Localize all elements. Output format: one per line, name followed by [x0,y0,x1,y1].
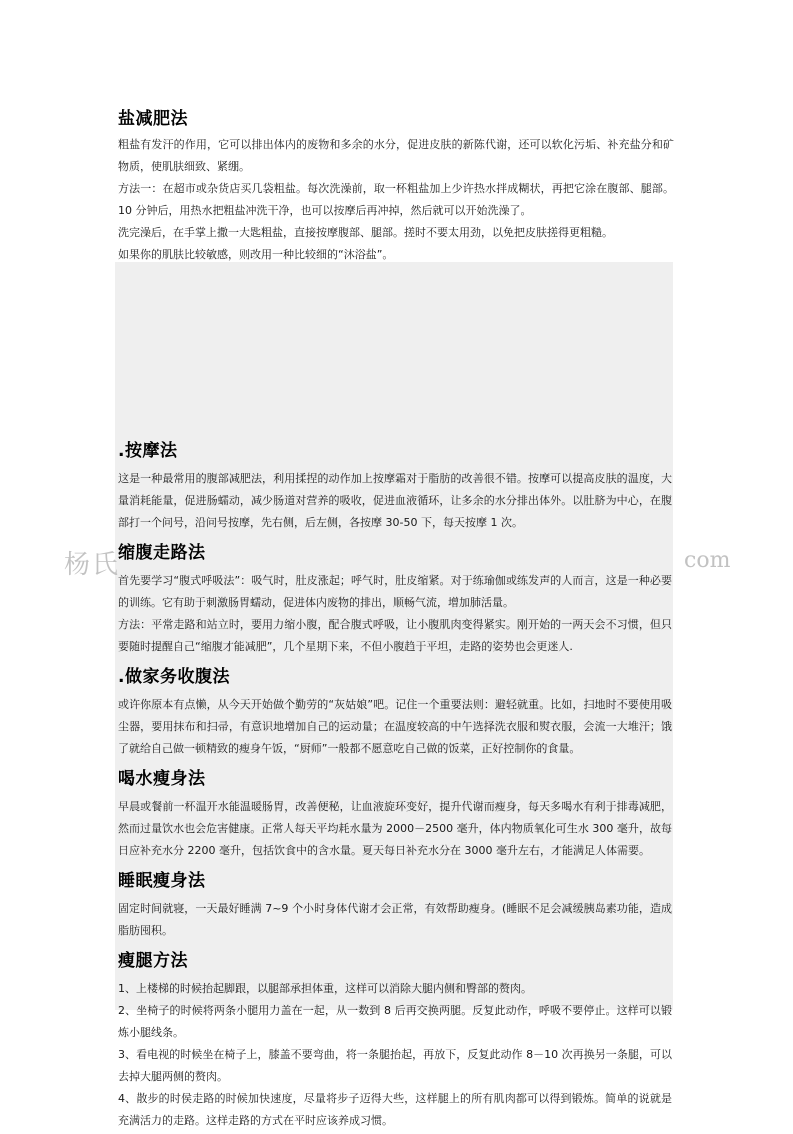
paragraph: 这是一种最常用的腹部减肥法，利用揉捏的动作加上按摩霜对于脂肪的改善很不错。按摩可以提高皮肤的温度，大量消耗能量，促进肠蠕动，减少肠道对营养的吸收，促进血液循环，让多余的水分排出体外。以肚脐为中心，在腹部打一个问号，沿问号按摩，先右侧，后左侧，各按摩 30-50 下，每天按摩 1 次。 [118,472,672,529]
paragraph: 早晨或餐前一杯温开水能温暖肠胃，改善便秘，让血液旋环变好，提升代谢而瘦身，每天多喝水有利于排毒减肥，然而过量饮水也会危害健康。正常人每天平均耗水量为 2000－2500 毫升，体内物质氧化可生水 300 毫升，故每日应补充水分 2200 毫升，包括饮食中的含水量。夏天每日补充水分在 3000 毫升左右，才能满足人体需要。 [118,800,672,857]
paragraph: 首先要学习“腹式呼吸法”：吸气时，肚皮涨起；呼气时，肚皮缩紧。对于练瑜伽或练发声的人而言，这是一种必要的训练。它有助于刺激肠胃蠕动，促进体内废物的排出，顺畅气流，增加肺活量。 [118,574,672,609]
section-title: 瘦腿方法 [118,951,188,971]
section-title: 盐减肥法 [118,109,188,129]
paragraph: 洗完澡后，在手掌上撒一大匙粗盐，直接按摩腹部、腿部。搓时不要太用劲，以免把皮肤搓得更粗糙。 [118,226,613,239]
list-item: 4、散步的时侯走路的时候加快速度，尽量将步子迈得大些，这样腿上的所有肌肉都可以得到锻炼。简单的说就是充满活力的走路。这样走路的方式在平时应该养成习惯。 [118,1092,672,1127]
paragraph: 方法一：在超市或杂货店买几袋粗盐。每次洗澡前，取一杯粗盐加上少许热水拌成糊状，再把它涂在腹部、腿部。10 分钟后，用热水把粗盐冲洗干净，也可以按摩后再冲掉，然后就可以开始洗澡了。 [118,182,674,217]
list-item: 1、上楼梯的时候抬起脚跟，以腿部承担体重，这样可以消除大腿内侧和臀部的赘肉。 [118,982,532,995]
section-title: .按摩法 [118,441,178,461]
section-massage [118,436,672,536]
section-title: 睡眠瘦身法 [118,871,206,891]
paragraph: 或许你原本有点懒，从今天开始做个勤劳的“灰姑娘”吧。记住一个重要法则：避轻就重。比如，扫地时不要使用吸尘器，要用抹布和扫帚，有意识地增加自己的运动量；在温度较高的中午选择洗衣服和熨衣服，会流一大堆汗；饿了就给自己做一顿精致的瘦身午饭，“厨师”一般都不愿意吃自己做的饭菜，正好控制你的食量。 [118,698,672,755]
section-housework [118,662,672,762]
paragraph: 粗盐有发汗的作用，它可以排出体内的废物和多余的水分，促进皮肤的新陈代谢，还可以软化污垢、补充盐分和矿物质，使肌肤细致、紧绷。 [118,138,674,173]
paragraph: 如果你的肌肤比较敏感，则改用一种比较细的“沐浴盐”。 [118,248,394,261]
list-item: 3、看电视的时候坐在椅子上，膝盖不要弯曲，将一条腿抬起，再放下，反复此动作 8－10 次再换另一条腿，可以去掉大腿两侧的赘肉。 [118,1048,672,1083]
section-drinking-water [118,764,672,864]
document-page [118,104,674,270]
section-abdominal-walking [118,538,672,660]
section-sleep [118,866,672,944]
watermark-left: 杨氏 [64,550,121,580]
section-title: 缩腹走路法 [118,543,206,563]
section-salt-slimming [118,104,674,270]
list-item: 2、坐椅子的时候将两条小腿用力盖在一起，从一数到 8 后再交换两腿。反复此动作，呼吸不要停止。这样可以锻炼小腿线条。 [118,1004,672,1039]
gray-content [118,436,672,1134]
section-title: 喝水瘦身法 [118,769,206,789]
section-title: .做家务收腹法 [118,667,230,687]
paragraph: 固定时间就寝，一天最好睡满 7~9 个小时身体代谢才会正常，有效帮助瘦身。(睡眠不足会减缓胰岛素功能，造成脂肪囤积。 [118,902,672,937]
paragraph: 方法：平常走路和站立时，要用力缩小腹，配合腹式呼吸，让小腹肌肉变得紧实。刚开始的一两天会不习惯，但只要随时提醒自己“缩腹才能减肥”，几个星期下来，不但小腹趋于平坦，走路的姿势也会更迷人. [118,618,672,653]
watermark-right: com [684,548,731,573]
section-leg-slimming [118,946,672,1134]
